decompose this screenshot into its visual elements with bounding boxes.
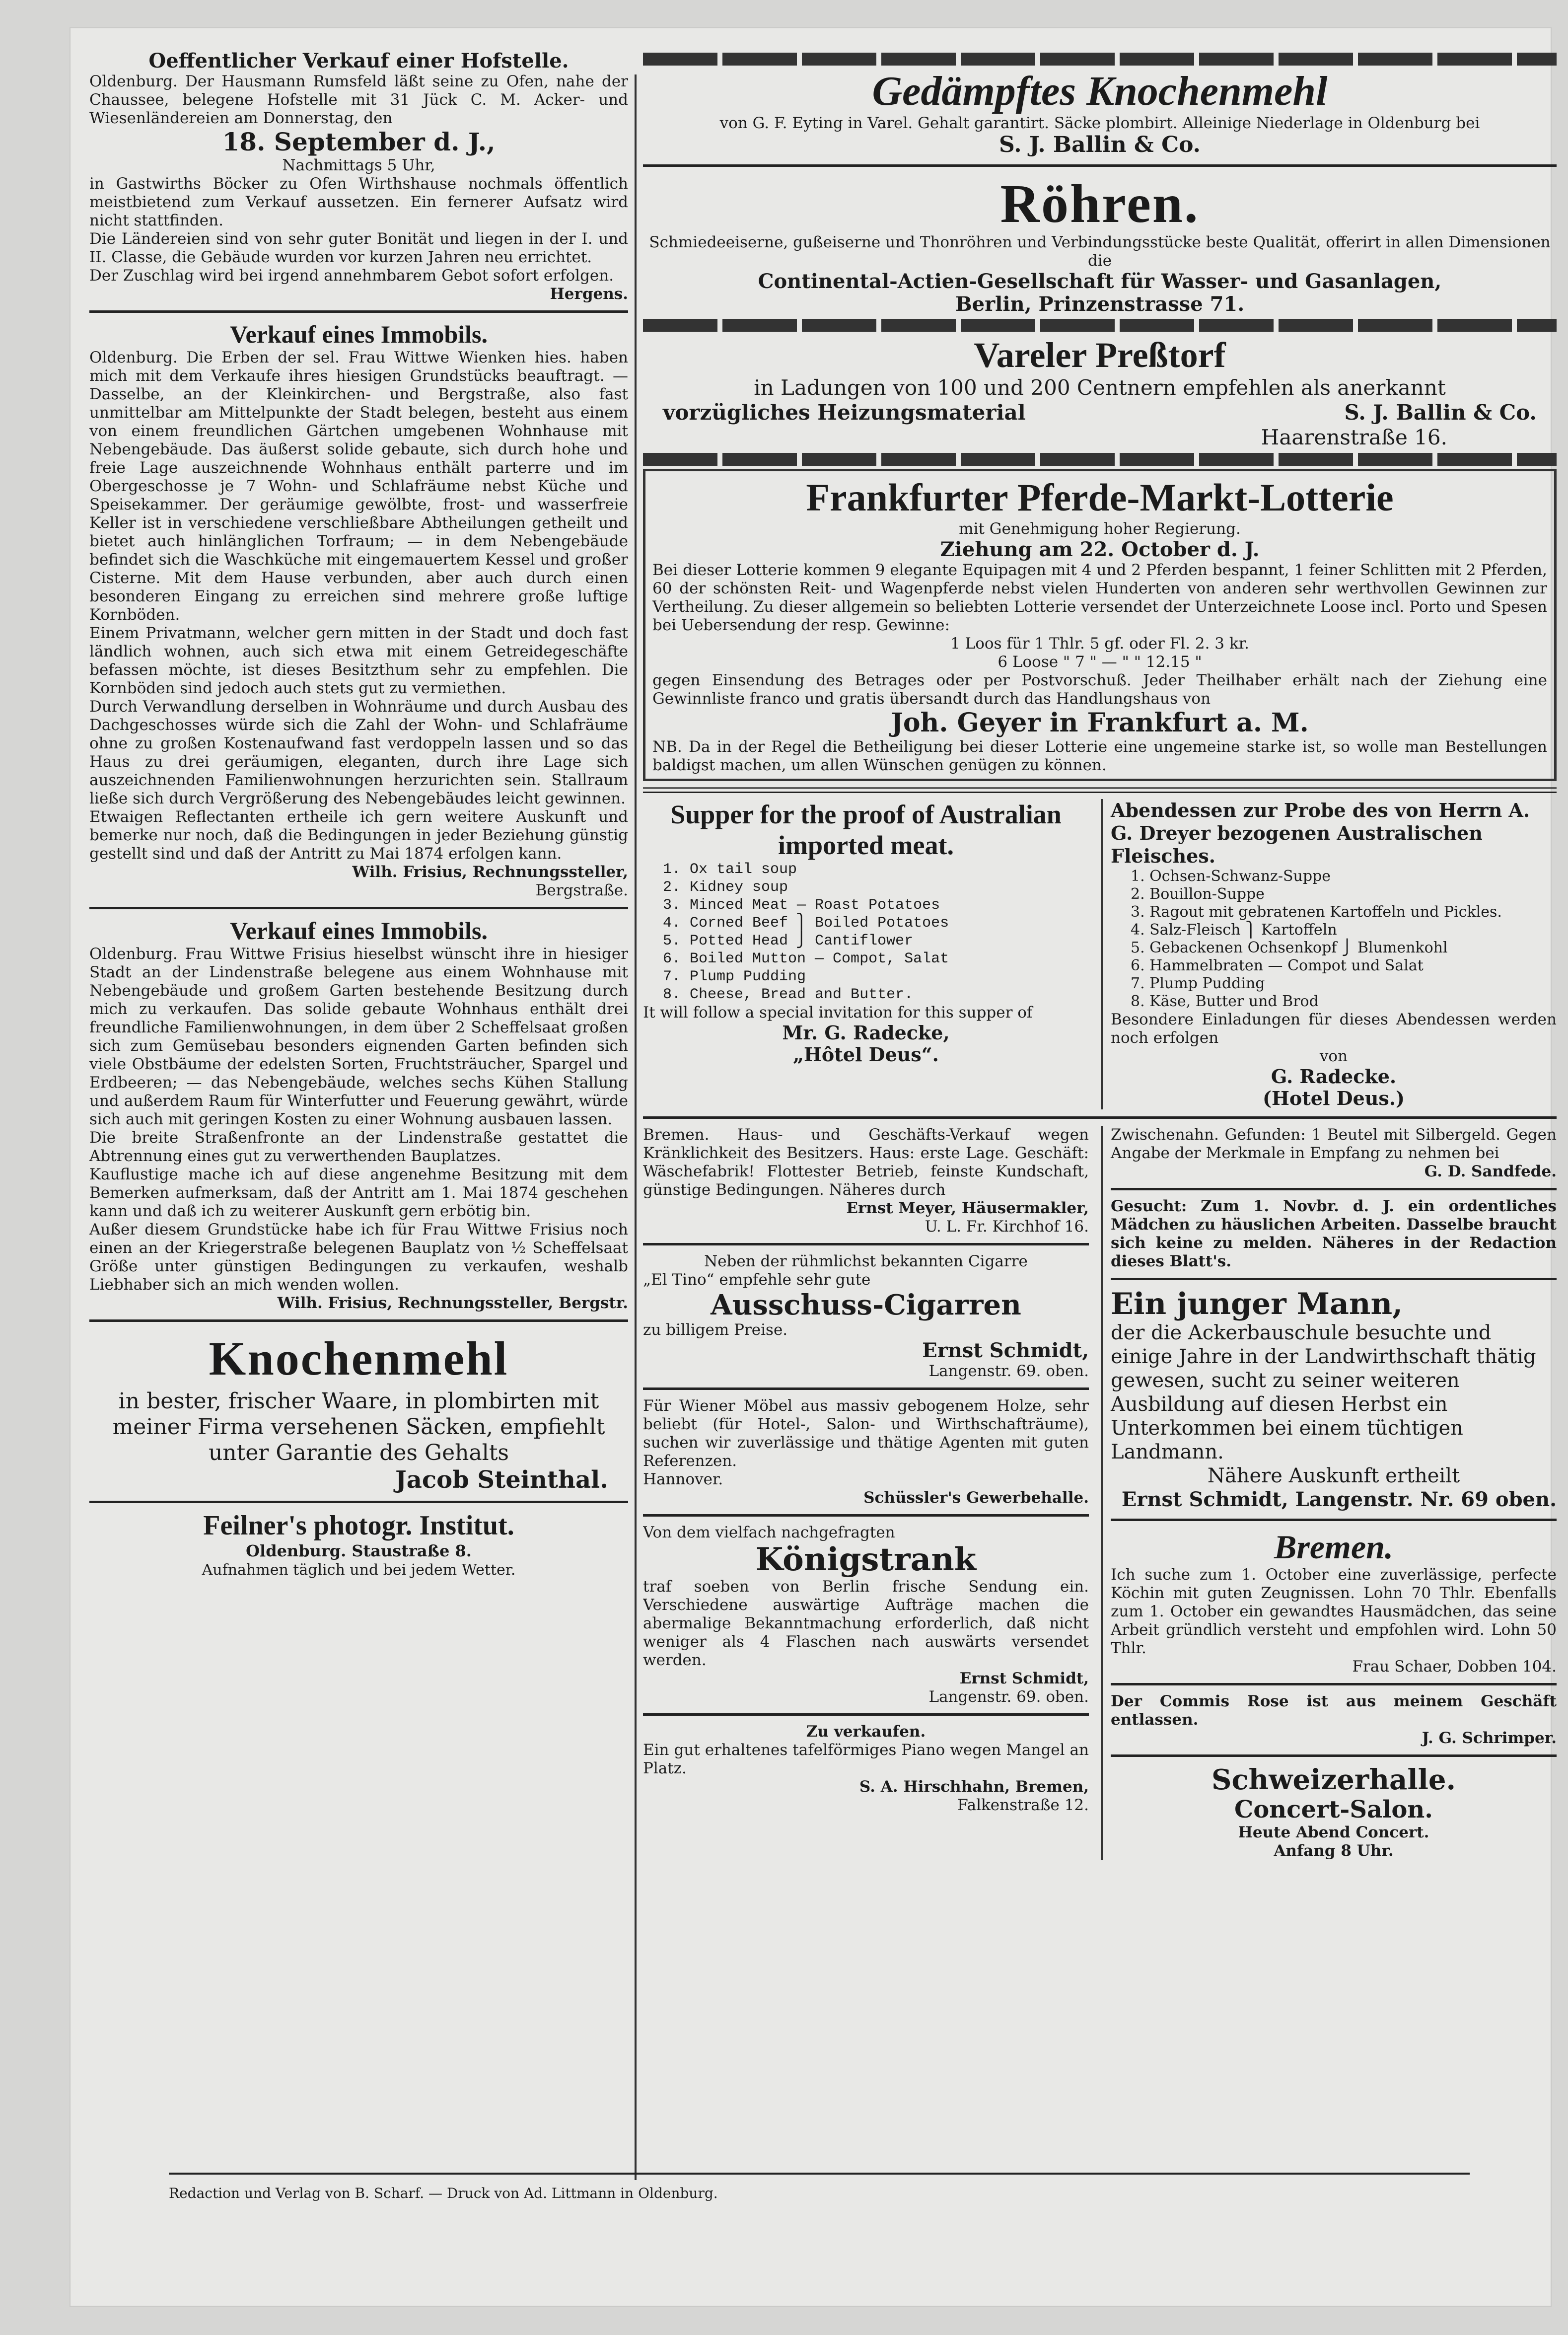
menu-item: 5. Gebackenen Ochsenkopf ⎭ Blumenkohl xyxy=(1131,939,1448,956)
ad-signature: Ernst Meyer, Häusermakler, xyxy=(846,1199,1089,1217)
ad-title: Abendessen zur Probe des von Herrn A. G. Dreyer bezogenen Australischen Fleisches. xyxy=(1111,799,1530,867)
menu-item: 7. Plump Pudding xyxy=(663,968,806,985)
ad-note: NB. Da in der Regel die Betheiligung bei dieser Lotterie eine ungemeine starke ist, so wolle man Bestellungen baldigst machen, um allen Wünschen genügen zu können. xyxy=(652,738,1547,774)
ad-text: Ein gut erhaltenes tafelförmiges Piano wegen Mangel an Platz. xyxy=(643,1741,1089,1777)
ad-signature: Bergstraße. xyxy=(535,881,628,899)
ad-signature: G. D. Sandfede. xyxy=(1424,1163,1557,1180)
divider xyxy=(643,787,1557,793)
ad-title: Schweizerhalle. xyxy=(1212,1763,1456,1796)
ad-text: Neben der rühmlichst bekannten Cigarre xyxy=(704,1252,1028,1270)
classifieds-right xyxy=(1101,1126,1557,1860)
ad-text: Etwaigen Reflectanten ertheile ich gern weitere Auskunft und bemerke nur noch, daß die Bedingungen in jeder Beziehung günstig gestellt sind und daß der Antritt zu Mai 1874 erfolgen kann. xyxy=(89,808,628,863)
ad-title: Frankfurter Pferde-Markt-Lotterie xyxy=(806,476,1394,519)
menu-item: 8. Cheese, Bread and Butter. xyxy=(663,986,914,1003)
ad-title: Vareler Preßtorf xyxy=(974,335,1226,375)
menu-item: 8. Käse, Butter und Brod xyxy=(1131,993,1319,1010)
ad-signature: U. L. Fr. Kirchhof 16. xyxy=(925,1218,1089,1236)
supper-section xyxy=(643,799,1557,1109)
ad-address: Berlin, Prinzenstrasse 71. xyxy=(955,292,1245,316)
ad-text: in bester, frischer Waare, in plombirten mit meiner Firma versehenen Säcken, empfiehlt unter Garantie des Gehalts xyxy=(112,1388,605,1465)
ad-text: Hannover. xyxy=(643,1470,723,1488)
ad-text: Kauflustige mache ich auf diese angenehme Besitzung mit dem Bemerken aufmerksam, daß der Antritt am 1. Mai 1874 geschehen kann und daß ich zu weiterer Auskunft gern erbötig bin. xyxy=(89,1166,628,1220)
ad-signature: (Hotel Deus.) xyxy=(1263,1087,1405,1109)
ad-text: Zwischenahn. Gefunden: 1 Beutel mit Silbergeld. Gegen Angabe der Merkmale in Empfang zu nehmen bei xyxy=(1111,1126,1557,1162)
divider xyxy=(1111,1188,1557,1190)
ad-signature: Ernst Schmidt, Langenstr. Nr. 69 oben. xyxy=(1121,1488,1557,1511)
ad-text: Außer diesem Grundstücke habe ich für Frau Wittwe Frisius noch einen an der Kriegerstraße belegenen Bauplatz von ½ Scheffelsaat Größe unter günstigen Bedingungen zu verkaufen, weshalb Liebhaber sich an mich wenden wollen. xyxy=(89,1221,628,1294)
ad-title: Verkauf eines Immobils. xyxy=(229,320,488,348)
ad-signature: J. G. Schrimper. xyxy=(1422,1729,1557,1747)
ad-text: in Ladungen von 100 und 200 Centnern empfehlen als anerkannt xyxy=(754,375,1446,400)
ad-line: Oldenburg. Staustraße 8. xyxy=(246,1541,472,1560)
ad-signature: Frau Schaer, Dobben 104. xyxy=(1352,1658,1557,1676)
ad-signature: „Hôtel Deus“. xyxy=(793,1043,939,1066)
ad-gedaempftes-knochenmehl xyxy=(643,69,1557,157)
ad-text: It will follow a special invitation for this supper of xyxy=(643,1004,1033,1022)
ad-text: in Gastwirths Böcker zu Ofen Wirthshause nochmals öffentlich meistbietend zum Verkauf aussetzen. Ein fernerer Aufsatz wird nicht stattfinden. xyxy=(89,175,628,229)
menu-item: 2. Bouillon-Suppe xyxy=(1131,885,1265,903)
ad-text: traf soeben von Berlin frische Sendung ein. Verschiedene auswärtige Aufträge machen die abermalige Bekanntmachung erforderlich, daß nicht weniger als 4 Flaschen nach auswärts versendet werden. xyxy=(643,1578,1089,1669)
ad-text: Gesucht: Zum 1. Novbr. d. J. ein ordentliches Mädchen zu häuslichen Arbeiten. Dasselbe braucht sich keine zu melden. Näheres in der Redaction dieses Blatt's. xyxy=(1111,1197,1557,1270)
ad-supper-german xyxy=(1101,799,1557,1109)
ad-signature: Ernst Schmidt, xyxy=(922,1339,1089,1362)
divider xyxy=(643,1713,1089,1716)
divider xyxy=(1111,1754,1557,1757)
ad-signature: Wilh. Frisius, Rechnungssteller, xyxy=(352,863,628,881)
ad-signature: Falkenstraße 12. xyxy=(957,1796,1089,1814)
menu-item: 5. Potted Head ⎭ Cantiflower xyxy=(663,933,914,949)
menu-item: 2. Kidney soup xyxy=(663,879,788,896)
divider xyxy=(643,164,1557,167)
ad-firm: Joh. Geyer in Frankfurt a. M. xyxy=(891,708,1309,738)
ad-text: Einem Privatmann, welcher gern mitten in der Stadt und doch fast ländlich wohnen, auch sich etwa mit einem Getreidegeschäfte befassen möchte, ist dieses Besitzthum sehr zu empfehlen. Die Kornböden sind jedoch auch stets gut zu vermiethen. xyxy=(89,624,628,697)
ad-lotterie xyxy=(643,469,1557,781)
menu-item: 6. Hammelbraten — Compot und Salat xyxy=(1131,957,1424,974)
ad-text: Durch Verwandlung derselben in Wohnräume und durch Ausbau des Dachgeschosses würde sich die Zahl der Wohn- und Schlafräume ohne zu großen Kostenaufwand fast verdoppeln lassen und so das Haus zu drei geräumigen, eleganten, durch ihre Lage sich auszeichnenden Familienwohnungen herzurichten sein. Stallraum ließe sich durch Vergrößerung des Nebengebäudes leicht gewinnen. xyxy=(89,698,628,807)
ad-text: Besondere Einladungen für dieses Abendessen werden noch erfolgen xyxy=(1111,1011,1557,1047)
ad-text: Anfang 8 Uhr. xyxy=(1274,1842,1394,1860)
ad-title: Röhren. xyxy=(1000,173,1200,234)
ad-subtitle: mit Genehmigung hoher Regierung. xyxy=(959,520,1241,538)
ad-title: Königstrank xyxy=(755,1541,977,1578)
divider xyxy=(643,1514,1089,1517)
ornament-bar xyxy=(643,319,1557,332)
menu-item: 4. Salz-Fleisch ⎫ Kartoffeln xyxy=(1131,921,1337,939)
ad-text: von G. F. Eyting in Varel. Gehalt garantirt. Säcke plombirt. Alleinige Niederlage in Oldenburg bei xyxy=(719,114,1480,132)
ornament-bar xyxy=(643,453,1557,466)
divider xyxy=(1111,1683,1557,1685)
ad-text: Oldenburg. Der Hausmann Rumsfeld läßt seine zu Ofen, nahe der Chaussee, belegene Hofstelle mit 31 Jück C. M. Acker- und Wiesenländereien am Donnerstag, den xyxy=(89,73,628,127)
ad-knochenmehl-steinthal xyxy=(89,1329,628,1494)
ad-feilner xyxy=(89,1510,628,1580)
ad-price: 6 Loose " 7 " — " " 12.15 " xyxy=(998,653,1202,671)
classifieds-section xyxy=(643,1126,1557,1860)
divider xyxy=(89,1501,628,1503)
ad-title: Supper for the proof of Australian imported meat. xyxy=(670,800,1062,860)
ad-signature: S. A. Hirschhahn, Bremen, xyxy=(859,1778,1089,1796)
ad-firm: Continental-Actien-Gesellschaft für Wasser- und Gasanlagen, xyxy=(758,270,1442,293)
menu-item: 3. Ragout mit gebratenen Kartoffeln und Pickles. xyxy=(1131,903,1502,921)
ad-title: Ein junger Mann, xyxy=(1111,1287,1403,1321)
ad-title: Knochenmehl xyxy=(209,1332,509,1385)
divider xyxy=(643,1116,1557,1119)
ad-date: 18. September d. J., xyxy=(222,127,496,156)
ad-time: Nachmittags 5 Uhr, xyxy=(282,156,435,174)
ad-line: Aufnahmen täglich und bei jedem Wetter. xyxy=(202,1561,516,1579)
ad-price: 1 Loos für 1 Thlr. 5 gf. oder Fl. 2. 3 kr. xyxy=(950,635,1249,653)
classifieds-left xyxy=(643,1126,1089,1860)
ad-title: Zu verkaufen. xyxy=(806,1723,926,1741)
ornament-bar xyxy=(643,53,1557,66)
menu-item: 7. Plump Pudding xyxy=(1131,975,1265,992)
ad-signature: Langenstr. 69. oben. xyxy=(928,1688,1089,1706)
ad-firm: S. J. Ballin & Co. xyxy=(1344,400,1537,425)
menu-item: 6. Boiled Mutton — Compot, Salat xyxy=(663,950,949,967)
ad-text: Bei dieser Lotterie kommen 9 elegante Equipagen mit 4 und 2 Pferden bespannt, 1 feiner Schlitten mit 2 Pferden, 60 der schönsten Reit- und Wagenpferde nebst vielen Hunderten von anderen sehr werthvollen Gewinnen zur Vertheilung. Zu dieser allgemein so beliebten Lotterie versendet der Unterzeichnete Loose incl. Porto und Spesen bei Uebersendung der resp. Gewinne: xyxy=(652,561,1547,634)
ad-address: Haarenstraße 16. xyxy=(1261,425,1447,449)
ad-immobil-2 xyxy=(89,916,628,1313)
ad-title: Verkauf eines Immobils. xyxy=(229,917,488,945)
ad-text: Die Ländereien sind von sehr guter Bonität und liegen in der I. und II. Classe, die Gebäude wurden vor kurzen Jahren neu errichtet. xyxy=(89,230,628,266)
divider xyxy=(643,1387,1089,1390)
ad-text: „El Tino“ empfehle sehr gute xyxy=(643,1271,871,1289)
ad-firm: S. J. Ballin & Co. xyxy=(999,132,1201,157)
ad-text: Oldenburg. Die Erben der sel. Frau Wittwe Wienken hies. haben mich mit dem Verkaufe ihres hiesigen Grundstücks beauftragt. — Dasselbe, an der Kleinkirchen- und Bergstraße, also fast unmittelbar am Mittelpunkte der Stadt belegen, besteht aus einem von einem freundlichen Gärtchen umgebenen Wohnhause mit Nebengebäude. Das äußerst solide gebaute, sich durch hohe und freie Lage auszeichnende Wohnhaus enthält parterre und im Obergeschosse je 7 Wohn- und Schlafräume nebst Küche und Speisekammer. Der geräumige gewölbte, frost- und wasserfreie Keller ist in verschiedene verschließbare Abtheilungen getheilt und bietet auch hinlänglichen Torfraum; — in dem Nebengebäude befindet sich die Waschküche mit eingemauertem Kessel und großer Cisterne. Mit dem Hause verbunden, aber auch durch einen besonderen Eingang zu erreichen sind mehrere große luftige Kornböden. xyxy=(89,349,628,624)
divider xyxy=(89,907,628,909)
menu-item: 1. Ox tail soup xyxy=(663,861,797,878)
ad-title: Feilner's photogr. Institut. xyxy=(203,1510,514,1541)
ad-text: Bremen. Haus- und Geschäfts-Verkauf wegen Kränklichkeit des Besitzers. Haus: erste Lage. Geschäft: Wäschefabrik! Flottester Betrieb, feinste Kundschaft, günstige Bedingungen. Näheres durch xyxy=(643,1126,1089,1199)
ad-presstorf xyxy=(643,335,1557,450)
ad-signature: Hergens. xyxy=(550,285,628,303)
ad-text: Der Commis Rose ist aus meinem Geschäft entlassen. xyxy=(1111,1692,1557,1729)
ad-text: von xyxy=(1319,1047,1348,1065)
right-column xyxy=(643,50,1557,1860)
ad-text: Nähere Auskunft ertheilt xyxy=(1207,1464,1460,1487)
ad-text: Für Wiener Möbel aus massiv gebogenem Holze, sehr beliebt (für Hotel-, Salon- und Wirthschafträume), suchen wir zuverlässige und thätige Agenten mit guten Referenzen. xyxy=(643,1397,1089,1470)
ad-signature: Mr. G. Radecke, xyxy=(782,1022,950,1044)
menu-item: 3. Minced Meat — Roast Potatoes xyxy=(663,897,940,914)
ad-text: Ich suche zum 1. October eine zuverlässige, perfecte Köchin mit guten Zeugnissen. Lohn 70 Thlr. Ebenfalls zum 1. October ein gewandtes Hausmädchen, das seine Arbeit gründlich versteht und empfohlen wird. Lohn 50 Thlr. xyxy=(1111,1566,1557,1657)
divider xyxy=(169,2173,1470,2175)
ad-signature: Schüssler's Gewerbehalle. xyxy=(863,1489,1089,1507)
ad-title: Ausschuss-Cigarren xyxy=(711,1289,1021,1321)
ad-text: zu billigem Preise. xyxy=(643,1321,788,1339)
ad-signature: Ernst Schmidt, xyxy=(959,1670,1089,1687)
divider xyxy=(89,1319,628,1322)
ad-roehren xyxy=(643,174,1557,316)
ad-signature: G. Radecke. xyxy=(1271,1065,1397,1088)
divider xyxy=(1111,1519,1557,1521)
ad-signature: Wilh. Frisius, Rechnungssteller, Bergstr. xyxy=(277,1294,628,1312)
ad-text: Die breite Straßenfronte an der Lindenstraße gestattet die Abtrennung eines gut zu verwerthenden Bauplatzes. xyxy=(89,1129,628,1165)
column-divider xyxy=(635,74,637,2180)
menu-list xyxy=(1131,868,1557,1011)
imprint: Redaction und Verlag von B. Scharf. — Druck von Ad. Littmann in Oldenburg. xyxy=(169,2185,718,2201)
ad-supper-english xyxy=(643,799,1089,1109)
ad-title: Oeffentlicher Verkauf einer Hofstelle. xyxy=(148,50,569,73)
divider xyxy=(1111,1278,1557,1280)
ad-text: vorzügliches Heizungsmaterial xyxy=(663,400,1026,425)
ad-signature: Langenstr. 69. oben. xyxy=(928,1362,1089,1380)
ad-text: der die Ackerbauschule besuchte und einige Jahre in der Landwirthschaft thätig gewesen, sucht zu seiner weiteren Ausbildung auf diesen Herbst ein Unterkommen bei einem tüchtigen Landmann. xyxy=(1111,1321,1536,1463)
ad-immobil-1 xyxy=(89,320,628,900)
ad-title: Bremen. xyxy=(1274,1528,1393,1566)
menu-item: 1. Ochsen-Schwanz-Suppe xyxy=(1131,868,1331,885)
ad-hofstelle xyxy=(89,50,628,303)
ad-text: Von dem vielfach nachgefragten xyxy=(643,1524,895,1541)
ad-text: Der Zuschlag wird bei irgend annehmbarem Gebot sofort erfolgen. xyxy=(89,267,614,285)
ad-date: Ziehung am 22. October d. J. xyxy=(940,538,1260,561)
ad-subtitle: Concert-Salon. xyxy=(1234,1796,1433,1824)
ad-text: gegen Einsendung des Betrages oder per Postvorschuß. Jeder Theilhaber erhält nach der Ziehung eine Gewinnliste franco und gratis übersandt durch das Handlungshaus von xyxy=(652,671,1547,708)
ad-text: Oldenburg. Frau Wittwe Frisius hieselbst wünscht ihre in hiesiger Stadt an der Lindenstraße belegene aus einem Wohnhause mit Nebengebäude und großem Garten bestehende Besitzung durch mich zu verkaufen. Das solide gebaute Wohnhaus enthält drei freundliche Familienwohnungen, in dem über 2 Scheffelsaat großen sich zum Gemüsebau besonders eignenden Garten befinden sich viele Obstbäume der edelsten Sorten, Fruchtsträucher, Spargel und Erdbeeren; — das Nebengebäude, welches sechs Kühen Stallung und außerdem Raum für Winterfutter und Feuerung gewährt, würde sich auch mit geringen Kosten zu einer Wohnung ausbauen lassen. xyxy=(89,945,628,1128)
left-column xyxy=(89,50,628,1580)
menu-item: 4. Corned Beef ⎫ Boiled Potatoes xyxy=(663,915,949,932)
menu-list xyxy=(663,861,1089,1004)
ad-title: Gedämpftes Knochenmehl xyxy=(872,68,1328,114)
ad-text: Heute Abend Concert. xyxy=(1238,1824,1429,1841)
divider xyxy=(643,1243,1089,1245)
ad-signature: Jacob Steinthal. xyxy=(395,1466,608,1494)
ad-text: Schmiedeeiserne, gußeiserne und Thonröhren und Verbindungsstücke beste Qualität, offerirt in allen Dimensionen die xyxy=(649,233,1551,270)
divider xyxy=(89,310,628,313)
